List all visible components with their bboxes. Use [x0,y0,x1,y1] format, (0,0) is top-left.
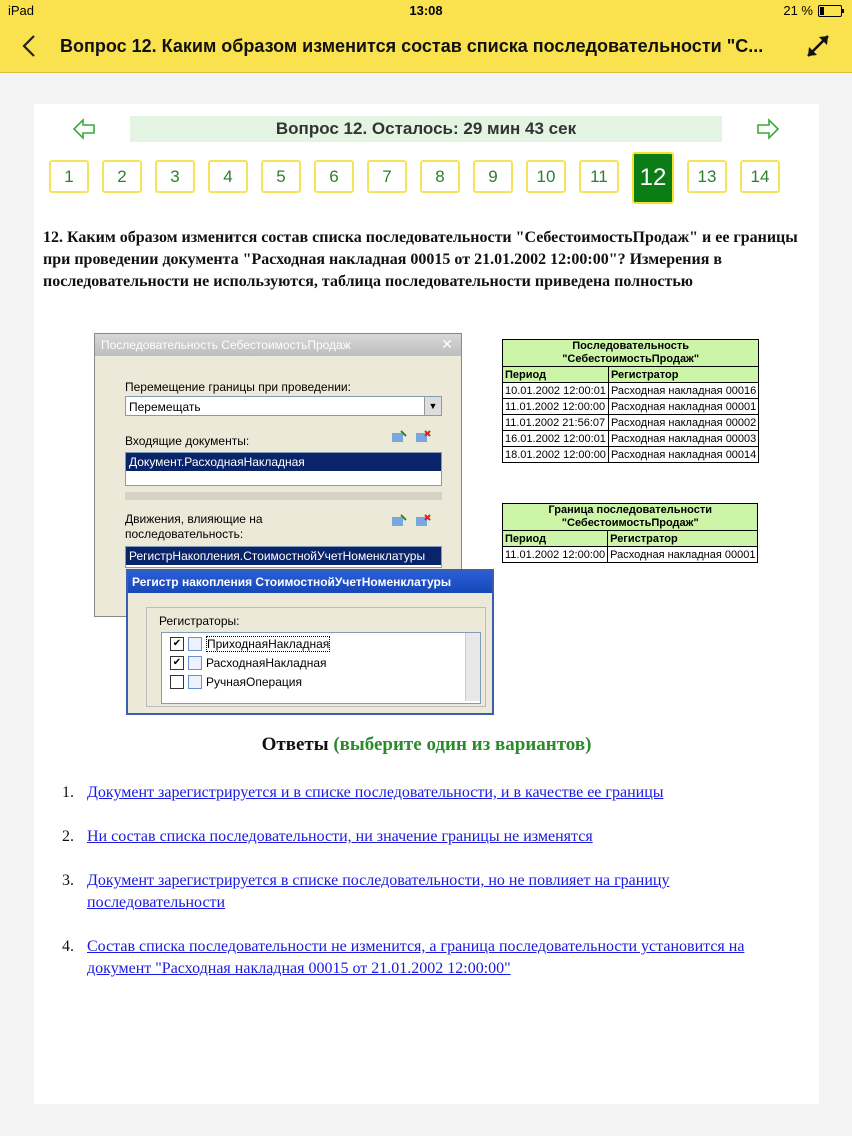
page-button-9[interactable]: 9 [473,160,513,193]
registrar-cell: Расходная накладная 00001 [608,547,758,563]
registrar-cell: Расходная накладная 00002 [608,415,758,431]
col-registrar: Регистратор [608,367,758,383]
status-bar [0,0,852,22]
answer-link-4[interactable]: Состав списка последовательности не изменится, а граница последовательности установится на документ "Расходная накладная 00015 от 21.01.2002 12:00:00" [87,938,745,977]
battery-indicator [783,3,842,18]
registrar-row [170,654,327,672]
registrar-row [170,635,330,653]
answer-link-2[interactable]: Ни состав списка последовательности, ни значение границы не изменятся [87,828,593,845]
answers-hint: (выберите один из вариантов) [333,734,592,755]
page-button-13[interactable]: 13 [687,160,727,193]
incoming-doc-item: Документ.РасходнаяНакладная [126,453,441,471]
registrar-name: РучнаяОперация [206,675,302,689]
registrars-label: Регистраторы: [159,614,240,628]
add-icon [391,514,407,528]
question-pager [49,160,793,204]
battery-icon [818,5,842,17]
delete-icon [415,514,431,528]
clock: 13:08 [409,3,443,18]
answer-link-3[interactable]: Документ зарегистрируется в списке последовательности, но не повлияет на границу последовательности [87,872,670,911]
checked-checkbox-icon: ✔ [170,656,184,670]
question-card [34,104,819,1104]
registrars-list [161,632,481,704]
page-button-3[interactable]: 3 [155,160,195,193]
caption-line-1: Последовательность [572,340,690,352]
period-cell: 11.01.2002 12:00:00 [503,399,609,415]
battery-percent: 21 % [783,3,813,18]
period-cell: 18.01.2002 12:00:00 [503,447,609,463]
back-chevron-icon[interactable] [18,32,42,60]
answer-number: 4. [62,938,74,955]
question-figure [94,333,762,713]
move-border-label: Перемещение границы при проведении: [125,380,351,394]
incoming-docs-list [125,452,442,486]
document-icon [188,675,202,689]
answers-heading [34,734,819,756]
movements-label-2: последовательность: [125,527,244,541]
table-row [503,399,759,415]
registrar-cell: Расходная накладная 00001 [608,399,758,415]
registrar-cell: Расходная накладная 00016 [608,383,758,399]
incoming-docs-label: Входящие документы: [125,434,250,448]
registrar-cell: Расходная накладная 00014 [608,447,758,463]
sequence-table-caption [503,340,759,367]
list-scrollbar [125,492,442,500]
page-button-11[interactable]: 11 [579,160,619,193]
prev-question-arrow-icon[interactable] [72,118,96,140]
answer-number: 3. [62,872,74,889]
question-text: 12. Каким образом изменится состав списка последовательности "СебестоимостьПродаж" и ее границы при проведении документа "Расходная накладная 00015 от 21.01.2002 12:00:00"? Измерения в последовательности не используются, таблица последовательности приведена полностью [43,229,798,290]
document-icon [188,656,202,670]
window-title: Последовательность СебестоимостьПродаж [95,334,461,356]
nav-bar [0,22,852,73]
dropdown-arrow-icon: ▼ [424,397,441,415]
answer-number: 2. [62,828,74,845]
page-button-10[interactable]: 10 [526,160,566,193]
border-table [502,503,758,563]
page-button-12[interactable]: 12 [632,152,674,204]
caption-line-1: Граница последовательности [548,504,713,516]
move-border-value: Перемещать [129,400,201,414]
quiz-timer-header: Вопрос 12. Осталось: 29 мин 43 сек [130,116,722,142]
add-icon [391,430,407,444]
col-period: Период [503,367,609,383]
registrars-group [146,607,486,707]
expand-icon[interactable] [804,32,832,60]
checked-checkbox-icon: ✔ [170,637,184,651]
nav-title: Вопрос 12. Каким образом изменится состав списка последовательности "С... [60,36,764,56]
page-button-1[interactable]: 1 [49,160,89,193]
table-row [503,415,759,431]
move-border-select [125,396,442,416]
page-button-2[interactable]: 2 [102,160,142,193]
next-question-arrow-icon[interactable] [756,118,780,140]
battery-fill [820,7,824,15]
col-period: Период [503,531,608,547]
caption-line-2: "СебестоимостьПродаж" [562,353,700,365]
sequence-table [502,339,759,463]
incoming-toolbar [391,430,431,444]
unchecked-checkbox-icon [170,675,184,689]
answer-number: 1. [62,784,74,801]
device-name: iPad [8,3,35,18]
table-row [503,383,759,399]
table-row [503,447,759,463]
registrars-scrollbar [465,633,480,701]
registers-subwindow [126,569,494,715]
registrar-name: РасходнаяНакладная [206,656,327,670]
page-button-7[interactable]: 7 [367,160,407,193]
period-cell: 11.01.2002 12:00:00 [503,547,608,563]
table-row [503,431,759,447]
delete-icon [415,430,431,444]
col-registrar: Регистратор [608,531,758,547]
movements-item: РегистрНакопления.СтоимостнойУчетНоменклатуры [126,547,441,565]
page-button-8[interactable]: 8 [420,160,460,193]
answer-link-1[interactable]: Документ зарегистрируется и в списке последовательности, и в качестве ее границы [87,784,664,801]
page-button-4[interactable]: 4 [208,160,248,193]
period-cell: 11.01.2002 21:56:07 [503,415,609,431]
movements-label-1: Движения, влияющие на [125,512,263,526]
movements-toolbar [391,514,431,528]
table-row [503,547,758,563]
movements-list [125,546,442,568]
period-cell: 16.01.2002 12:00:01 [503,431,609,447]
subwindow-title: Регистр накопления СтоимостнойУчетНоменклатуры [128,571,492,593]
answers-section [34,734,819,977]
caption-line-2: "СебестоимостьПродаж" [561,517,699,529]
period-cell: 10.01.2002 12:00:01 [503,383,609,399]
document-icon [188,637,202,651]
border-table-caption [503,504,758,531]
window-close-icon: ✕ [441,336,453,352]
page-button-5[interactable]: 5 [261,160,301,193]
registrar-name: ПриходнаяНакладная [207,637,330,651]
page-button-14[interactable]: 14 [740,160,780,193]
registrar-row [170,673,302,691]
answers-title: Ответы [261,734,329,755]
registrar-cell: Расходная накладная 00003 [608,431,758,447]
page-button-6[interactable]: 6 [314,160,354,193]
